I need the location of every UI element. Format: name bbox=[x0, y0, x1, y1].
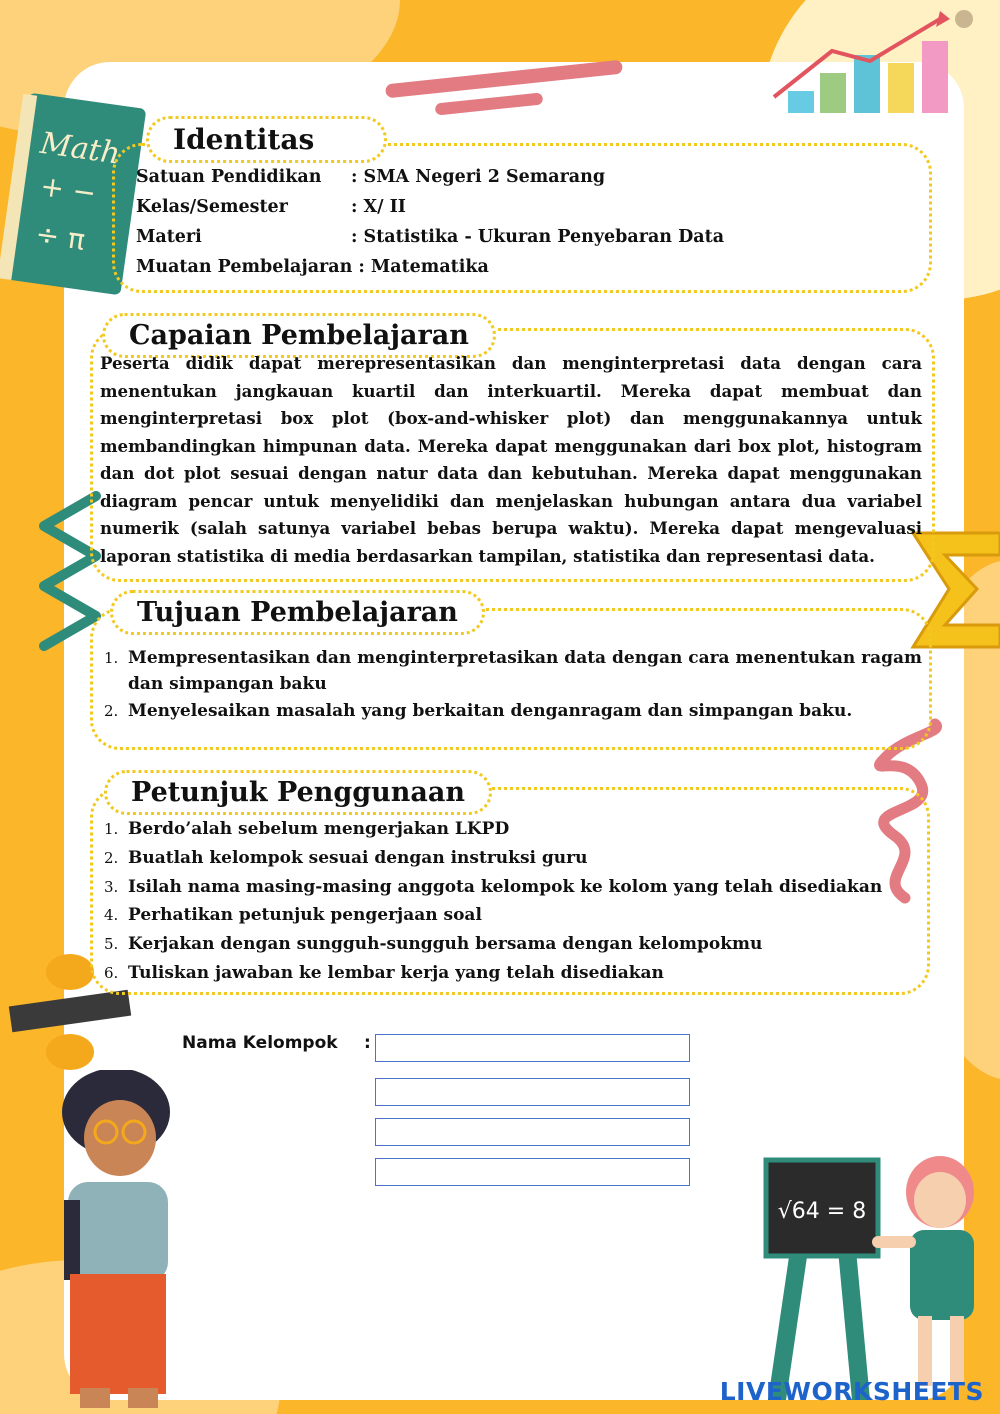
list-item bbox=[104, 815, 922, 844]
list-item bbox=[104, 901, 922, 930]
tujuan-title: Tujuan Pembelajaran bbox=[110, 590, 485, 635]
list-item bbox=[104, 959, 922, 988]
list-item bbox=[104, 873, 922, 902]
list-number: 1. bbox=[104, 649, 119, 667]
petunjuk-list bbox=[104, 815, 922, 988]
identitas-row bbox=[136, 257, 489, 277]
list-number: 2. bbox=[104, 848, 119, 867]
identitas-value: : Matematika bbox=[358, 257, 489, 277]
list-text: Perhatikan petunjuk pengerjaan soal bbox=[128, 905, 482, 926]
identitas-row bbox=[136, 227, 724, 247]
capaian-text: Peserta didik dapat merepresentasikan dan menginterpretasi data dengan cara menentukan jangkauan kuartil dan interkuartil. Mereka dapat membuat dan menginterpretasi box plot (box-and-whisker plot) dan menggunakannya untuk membandingkan himpunan data. Mereka dapat menggunakan dari box plot, histogram dan dot plot sesuai dengan natur data dan kebutuhan. Mereka dapat menggunakan diagram pencar untuk menyelidiki dan menjelaskan hubungan antara dua variabel numerik (salah satunya variabel bebas berupa waktu). Mereka dapat mengevaluasi laporan statistika di media berdasarkan tampilan, statistika dan representasi data. bbox=[100, 353, 922, 566]
list-item bbox=[104, 645, 922, 697]
identitas-value: : SMA Negeri 2 Semarang bbox=[351, 167, 606, 187]
list-text: Buatlah kelompok sesuai dengan instruksi guru bbox=[128, 847, 588, 868]
list-number: 6. bbox=[104, 963, 119, 982]
liveworksheets-logo: LIVEWORKSHEETS bbox=[719, 1377, 984, 1406]
list-text: Kerjakan dengan sungguh-sungguh bersama dengan kelompokmu bbox=[128, 934, 763, 955]
identitas-title: Identitas bbox=[146, 116, 387, 163]
list-number: 4. bbox=[104, 906, 119, 925]
list-text: Berdo’alah sebelum mengerjakan LKPD bbox=[128, 819, 510, 839]
list-number: 3. bbox=[104, 877, 119, 896]
list-text: Isilah nama masing-masing anggota kelompok ke kolom yang telah disediakan bbox=[128, 876, 883, 897]
svg-text:+ −: + − bbox=[38, 169, 99, 210]
list-number: 5. bbox=[104, 935, 119, 954]
list-text: Menyelesaikan masalah yang berkaitan denganragam dan simpangan baku. bbox=[128, 701, 853, 721]
book-title: Math bbox=[38, 125, 123, 172]
list-item bbox=[104, 844, 922, 873]
svg-text:÷ π: ÷ π bbox=[33, 217, 88, 257]
capaian-title: Capaian Pembelajaran bbox=[102, 313, 496, 358]
group-member-input-3[interactable] bbox=[375, 1118, 690, 1146]
list-number: 2. bbox=[104, 702, 119, 720]
nama-kelompok-colon: : bbox=[364, 1033, 371, 1053]
identitas-label: Muatan Pembelajaran bbox=[136, 257, 353, 277]
identitas-label: Kelas/Semester bbox=[136, 197, 288, 217]
identitas-label: Satuan Pendidikan bbox=[136, 167, 322, 187]
identitas-row bbox=[136, 167, 605, 187]
list-item bbox=[104, 930, 922, 959]
tujuan-list bbox=[104, 645, 922, 724]
list-text: Mempresentasikan dan menginterpretasikan data dengan cara menentukan ragam dan simpangan baku bbox=[128, 648, 922, 694]
blackboard-text: √64 = 8 bbox=[777, 1199, 867, 1224]
identitas-value: : Statistika - Ukuran Penyebaran Data bbox=[351, 227, 725, 247]
identitas-label: Materi bbox=[136, 227, 202, 247]
list-number: 1. bbox=[104, 820, 119, 838]
petunjuk-title: Petunjuk Penggunaan bbox=[104, 770, 492, 815]
group-name-input-1[interactable] bbox=[375, 1034, 690, 1062]
nama-kelompok-label: Nama Kelompok bbox=[182, 1033, 338, 1053]
growth-chart-icon bbox=[770, 5, 985, 117]
list-text: Tuliskan jawaban ke lembar kerja yang telah disediakan bbox=[128, 962, 664, 983]
list-item bbox=[104, 698, 922, 724]
group-member-input-2[interactable] bbox=[375, 1078, 690, 1106]
identitas-row bbox=[136, 197, 406, 217]
student-girl-blackboard-illustration bbox=[760, 1150, 1000, 1400]
group-member-input-4[interactable] bbox=[375, 1158, 690, 1186]
student-boy-illustration bbox=[24, 1070, 204, 1410]
identitas-value: : X/ II bbox=[351, 197, 406, 217]
